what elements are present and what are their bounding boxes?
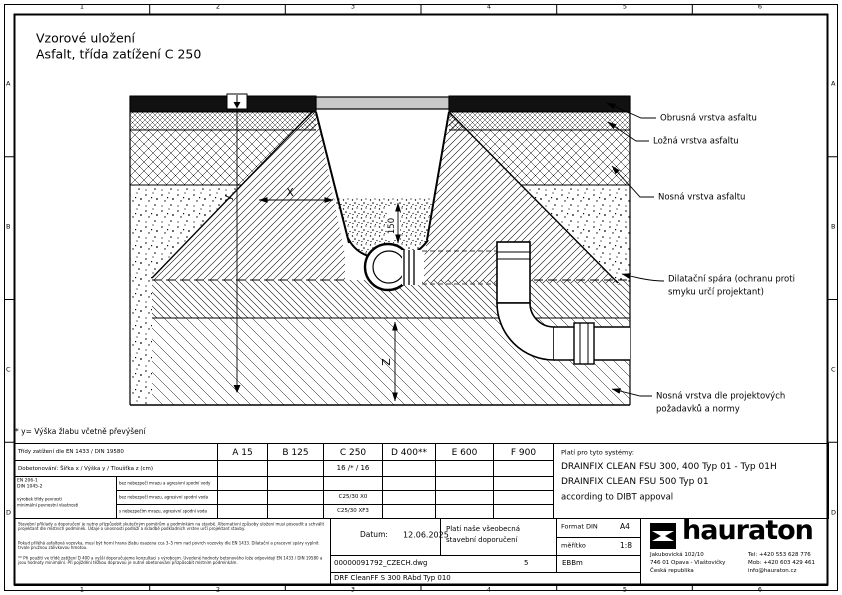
address-line-3: Česká republika: [650, 567, 694, 574]
file-name: 00000091792_CZECH.dwg: [334, 559, 428, 567]
scale-value: 1:8: [620, 541, 633, 550]
phone-line-2: Mob: +420 603 429 461: [748, 559, 816, 566]
frame-col-2: 2: [215, 3, 221, 11]
table-cell: [435, 490, 494, 505]
date-value: 12.06.2025: [403, 530, 449, 540]
concrete-norm-1: EN 206-1: [17, 478, 38, 483]
class-c250: C 250: [339, 447, 367, 458]
concrete-row2-c250: C25/30 X0: [338, 493, 368, 500]
frame-col-5: 5: [622, 3, 628, 11]
frame-row-d: D: [6, 509, 12, 517]
table-cell: [493, 490, 554, 505]
table-cell: [435, 476, 494, 491]
footnote: * y= Výška žlabu včetně převýšení: [15, 427, 146, 436]
grating-bar: [316, 97, 449, 109]
callout-dilatacni-2: smyku určí projektant): [668, 287, 764, 297]
hauraton-logo-icon: [650, 523, 676, 549]
email-line: info@hauraton.cz: [748, 567, 797, 574]
date-label: Datum:: [360, 530, 388, 539]
systems-line-3: according to DIBT appoval: [561, 492, 674, 502]
code-value: EBBm: [562, 559, 583, 567]
systems-line-2: DRAINFIX CLEAN FSU 500 Typ 01: [561, 476, 709, 487]
systems-line-1: DRAINFIX CLEAN FSU 300, 400 Typ 01 - Typ 01H: [561, 461, 777, 472]
note-line-1: Platí naše všeobecná: [446, 525, 520, 533]
table-cell: [217, 460, 268, 477]
frame-col-1b: 1: [79, 586, 85, 594]
table-cell: [382, 460, 436, 477]
table-cell: [435, 460, 494, 477]
table-cell: [217, 490, 268, 505]
frame-col-5b: 5: [622, 586, 628, 594]
concrete-row1-label: bez nebezpečí mrazu a agresivní spodní vody: [119, 481, 211, 486]
concrete-row3-label: s nebezpečím mrazu, agresivní spodní voda: [119, 509, 207, 514]
table-cell: [267, 504, 324, 519]
class-a15: A 15: [232, 447, 253, 458]
legal-paragraph-3: ** Při použití ve třídě zatížení D 400 a vyšší doporučujeme konzultaci s výrobcem. Uvedené hodnoty betonového lože odpovídají EN 1433 / DIN 19580 a jsou hodnoty minimální. Při pojíždění těžkou dopravou je nutné obetonování přizpůsobit místním podmínkám.: [18, 556, 323, 565]
class-d400: D 400**: [391, 447, 427, 458]
table-cell: [493, 504, 554, 519]
brand-name: hauraton: [682, 514, 813, 546]
concrete-row2-label: bez nebezpečí mrazu, agresivní spodní voda: [119, 495, 209, 500]
frame-row-b: B: [6, 223, 11, 231]
phone-line-1: Tel: +420 553 628 776: [748, 551, 811, 558]
table-cell: [493, 460, 554, 477]
class-b125: B 125: [282, 447, 309, 458]
format-label: Format DIN: [561, 523, 598, 531]
frame-col-3b: 3: [350, 586, 356, 594]
table-cell: [382, 504, 436, 519]
scale-label: měřítko: [561, 542, 586, 550]
callout-obrusna: Obrusná vrstva asfaltu: [660, 113, 757, 123]
load-table-header-label: Třídy zatížení dle EN 1433 / DIN 19580: [18, 448, 124, 455]
dim-z-label: Z: [380, 358, 393, 366]
systems-heading: Platí pro tyto systémy:: [561, 449, 634, 457]
dim-row-c250-value: 16 /* / 16: [336, 464, 370, 472]
callout-lozna: Ložná vrstva asfaltu: [653, 136, 739, 146]
frame-col-6b: 6: [757, 586, 763, 594]
dim-150-label: 150: [387, 217, 397, 235]
table-cell: [217, 476, 268, 491]
table-cell: [493, 476, 554, 491]
frame-row-d2: D: [831, 509, 837, 517]
frame-row-a: A: [6, 80, 11, 88]
concrete-note-2: minimální pevnostní vlastnosti: [17, 503, 79, 508]
table-cell: [217, 504, 268, 519]
frame-col-4b: 4: [486, 586, 492, 594]
drawing-name: DRF CleanFF S 300 RAbd Typ 010: [334, 574, 451, 582]
file-rev: 5: [524, 559, 529, 567]
frame-col-4: 4: [486, 3, 492, 11]
dim-x-label: X: [286, 186, 294, 199]
address-line-1: Jakubovická 102/10: [650, 551, 704, 558]
dim-row-label: Dobetonování: Šířka x / Výška y / Tloušťka z (cm): [18, 465, 154, 472]
page-subtitle: Asfalt, třída zatížení C 250: [36, 47, 202, 62]
legal-paragraph-1: Stavební příklady a doporučení je nutno přizpůsobit skutečným poměrům a podmínkám na stavbě. Alternativní způsoby uložení musí posoudit a schválit projektant dle místních podmínek. Údaje o únosnosti podloží a skladbě podkladních vrstev určí projektant stavby.: [18, 522, 325, 531]
frame-col-2b: 2: [215, 586, 221, 594]
frame-row-c: C: [6, 366, 11, 374]
concrete-note-1: výrobek třídy pevnosti: [17, 497, 62, 502]
class-f900: F 900: [510, 447, 537, 458]
table-cell: [382, 490, 436, 505]
callout-dilatacni-1: Dilatační spára (ochranu proti: [668, 274, 795, 284]
concrete-row3-c250: C25/30 XF3: [337, 507, 369, 514]
frame-row-c2: C: [831, 366, 836, 374]
table-cell: [267, 490, 324, 505]
callout-nosna-projekt-1: Nosná vrstva dle projektových: [656, 391, 786, 401]
dim-y-label: y: [221, 194, 234, 202]
class-e600: E 600: [451, 447, 478, 458]
note-line-2: stavební doporučení: [446, 536, 518, 544]
concrete-norm-2: DIN 1045-2: [17, 484, 43, 489]
address-line-2: 746 01 Opava - Vlaštovičky: [650, 559, 726, 566]
table-cell: [382, 476, 436, 491]
callout-nosna-asfalt: Nosná vrstva asfaltu: [658, 192, 746, 202]
frame-col-1: 1: [79, 3, 85, 11]
table-cell: [435, 504, 494, 519]
table-cell: [323, 476, 383, 491]
page-title: Vzorové uložení: [36, 31, 136, 46]
frame-row-a2: A: [831, 80, 836, 88]
frame-col-6: 6: [757, 3, 763, 11]
format-value: A4: [620, 522, 630, 531]
frame-col-3: 3: [350, 3, 356, 11]
table-cell: [267, 476, 324, 491]
legal-paragraph-2: Pokud přiléhá asfaltová vozovka, musí být horní hrana žlabu osazena cca 3–5 mm nad povrch vozovky dle EN 1433. Dilatační a pracovní spáry vyplnit trvale pružnou zálivkovou hmotou.: [18, 541, 319, 550]
frame-row-b2: B: [831, 223, 836, 231]
table-cell: [267, 460, 324, 477]
callout-nosna-projekt-2: požadavků a normy: [656, 404, 740, 414]
surface-course: [130, 94, 630, 112]
